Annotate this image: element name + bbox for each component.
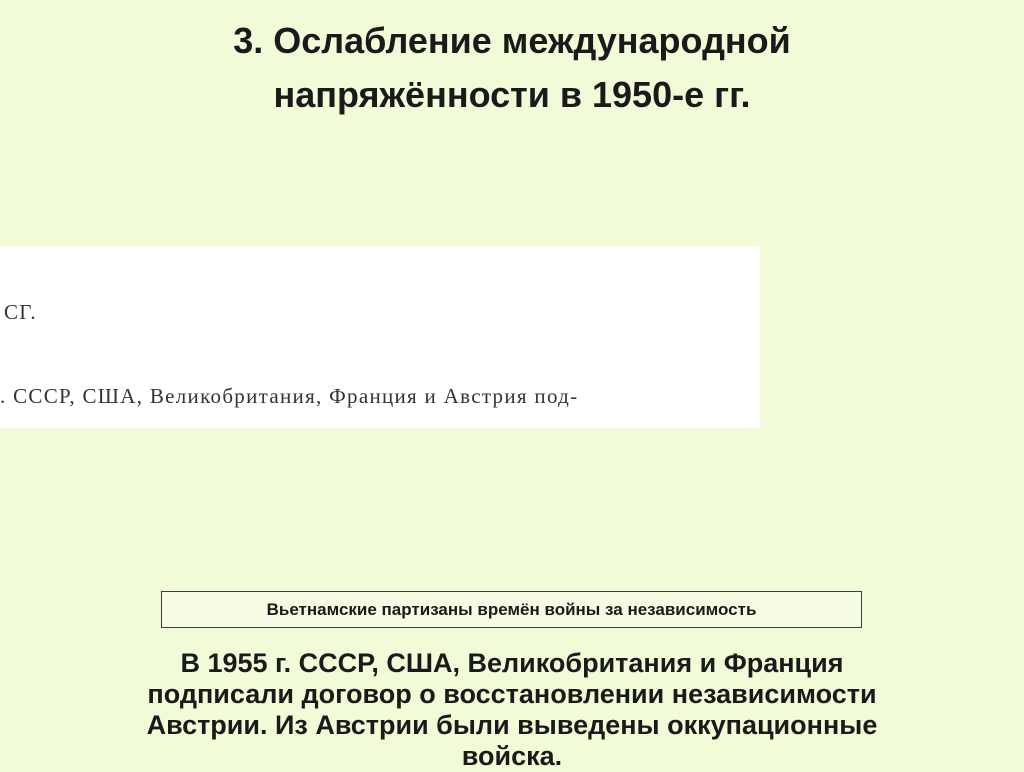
summary-line-3: Австрии. Из Австрии были выведены оккупационные <box>146 710 878 740</box>
summary-line-4: войска. <box>461 741 563 771</box>
summary-line-1: В 1955 г. СССР, США, Великобритания и Франция <box>180 648 844 678</box>
scanned-text-excerpt <box>0 246 760 428</box>
summary-line-2: подписали договор о восстановлении независимости <box>147 679 877 709</box>
scanned-line-2: . СССР, США, Великобритания, Франция и Австрия под- <box>0 384 579 408</box>
title-line-1: 3. Ослабление международной <box>233 20 791 61</box>
slide-title <box>40 14 984 122</box>
scanned-text-lines <box>0 251 760 428</box>
scanned-line-1: СГ. <box>4 300 37 324</box>
image-caption: Вьетнамские партизаны времён войны за независимость <box>161 591 862 628</box>
title-line-2: напряжённости в 1950-е гг. <box>273 74 751 115</box>
summary-paragraph <box>30 648 994 772</box>
